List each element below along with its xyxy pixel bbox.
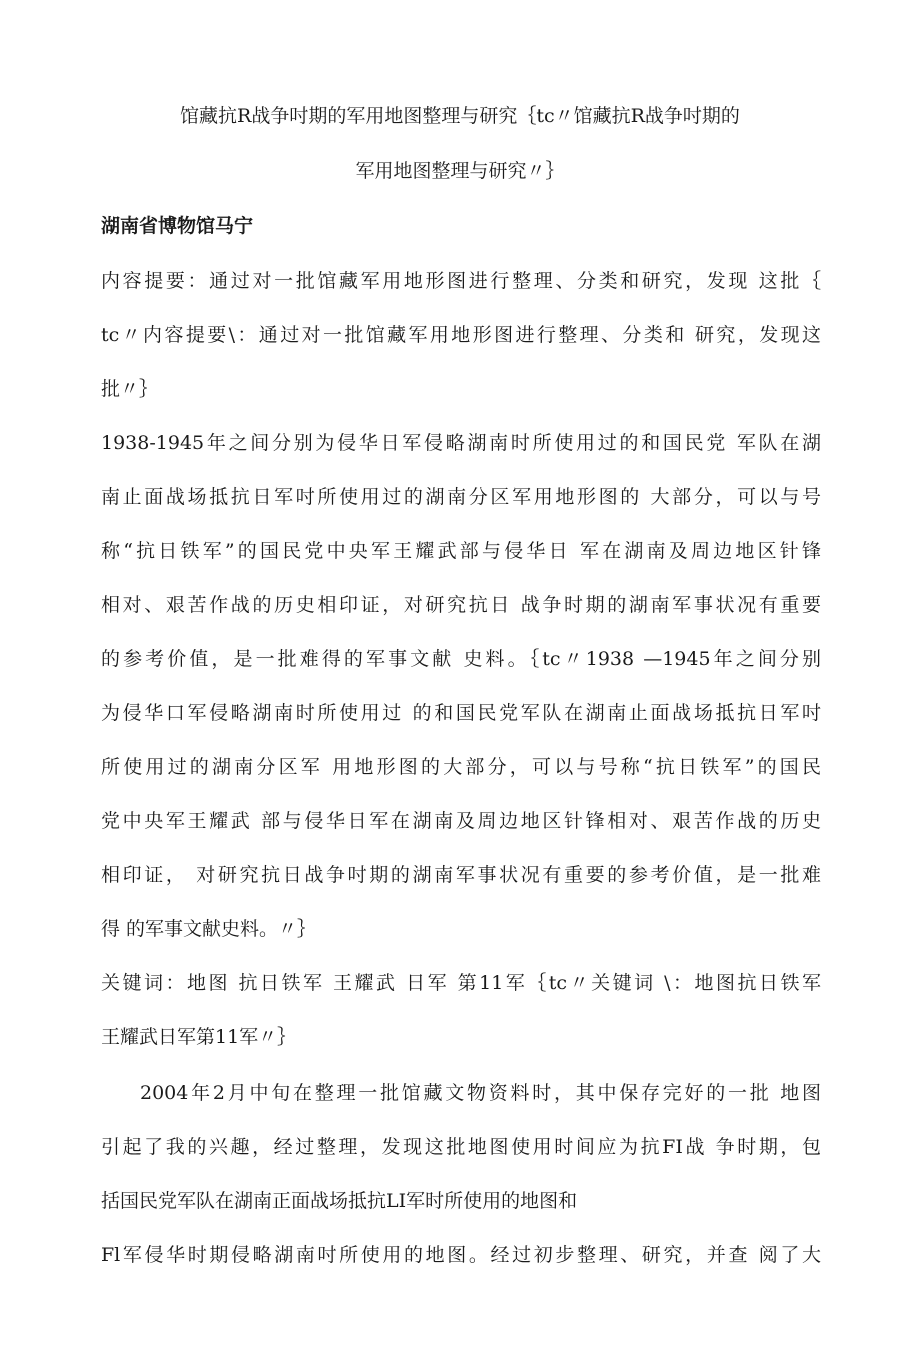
keywords-line: 关键词：地图 抗日铁军 王耀武 日军 第11军｛tc〃关键词 \：地图抗日铁军: [101, 972, 821, 994]
abstract-line: 相印证， 对研究抗日战争吋期的湖南军事状况有重要的参考价值，是一批难: [101, 864, 821, 886]
abstract-line: tc〃内容提要\：通过对一批馆藏军用地形图进行整理、分类和 研究，发现这: [101, 324, 821, 346]
abstract-line: 1938-1945年之间分别为侵华日军侵略湖南时所使用过的和国民党 军队在湖: [101, 432, 821, 454]
abstract-line: 党中央军王耀武 部与侵华日军在湖南及周边地区针锋相对、艰苦作战的历史: [101, 810, 821, 832]
body-paragraph-line: 括国民党军队在湖南正面战场抵抗LI军时所使用的地图和: [101, 1190, 578, 1212]
document-title-line-1: 馆藏抗R战争吋期的军用地图整理与研究｛tc〃馆藏抗R战争吋期的: [180, 105, 740, 127]
abstract-line: 南止面战场抵抗日军吋所使用过的湖南分区军用地形图的 大部分，可以与号: [101, 486, 821, 508]
document-title-line-2: 军用地图整理与研究〃｝: [355, 160, 565, 182]
author-affiliation: 湖南省博物馆马宁: [101, 215, 254, 237]
abstract-line: 所使用过的湖南分区军 用地形图的大部分，可以与号称“抗日铁军”的国民: [101, 756, 821, 778]
keywords-line: 王耀武日军第11军〃｝: [101, 1026, 297, 1048]
body-paragraph-line: 引起了我的兴趣，经过整理，发现这批地图使用时间应为抗FI战 争时期，包: [101, 1136, 821, 1158]
abstract-line: 为侵华口军侵略湖南时所使用过 的和国民党军队在湖南止面战场抵抗日军吋: [101, 702, 821, 724]
abstract-line: 批〃｝: [101, 378, 159, 400]
body-paragraph-line: 2004年2月中旬在整理一批馆藏文物资料时，其中保存完好的一批 地图: [140, 1082, 821, 1104]
body-paragraph-line: Fl军侵华时期侵略湖南吋所使用的地图。经过初步整理、研究，并查 阅了大: [101, 1244, 821, 1266]
abstract-line: 内容提要：通过对一批馆藏军用地形图进行整理、分类和研究，发现 这批｛: [101, 270, 821, 292]
abstract-line: 的参考价值，是一批难得的军事文献 史料。｛tc〃1938 —1945年之间分别: [101, 648, 821, 670]
abstract-line: 得 的军事文献史料。〃｝: [101, 918, 317, 940]
abstract-line: 称“抗日铁军”的国民党中央军王耀武部与侵华日 军在湖南及周边地区针锋: [101, 540, 821, 562]
abstract-line: 相对、艰苦作战的历史相印证，对研究抗日 战争时期的湖南军事状况有重要: [101, 594, 821, 616]
